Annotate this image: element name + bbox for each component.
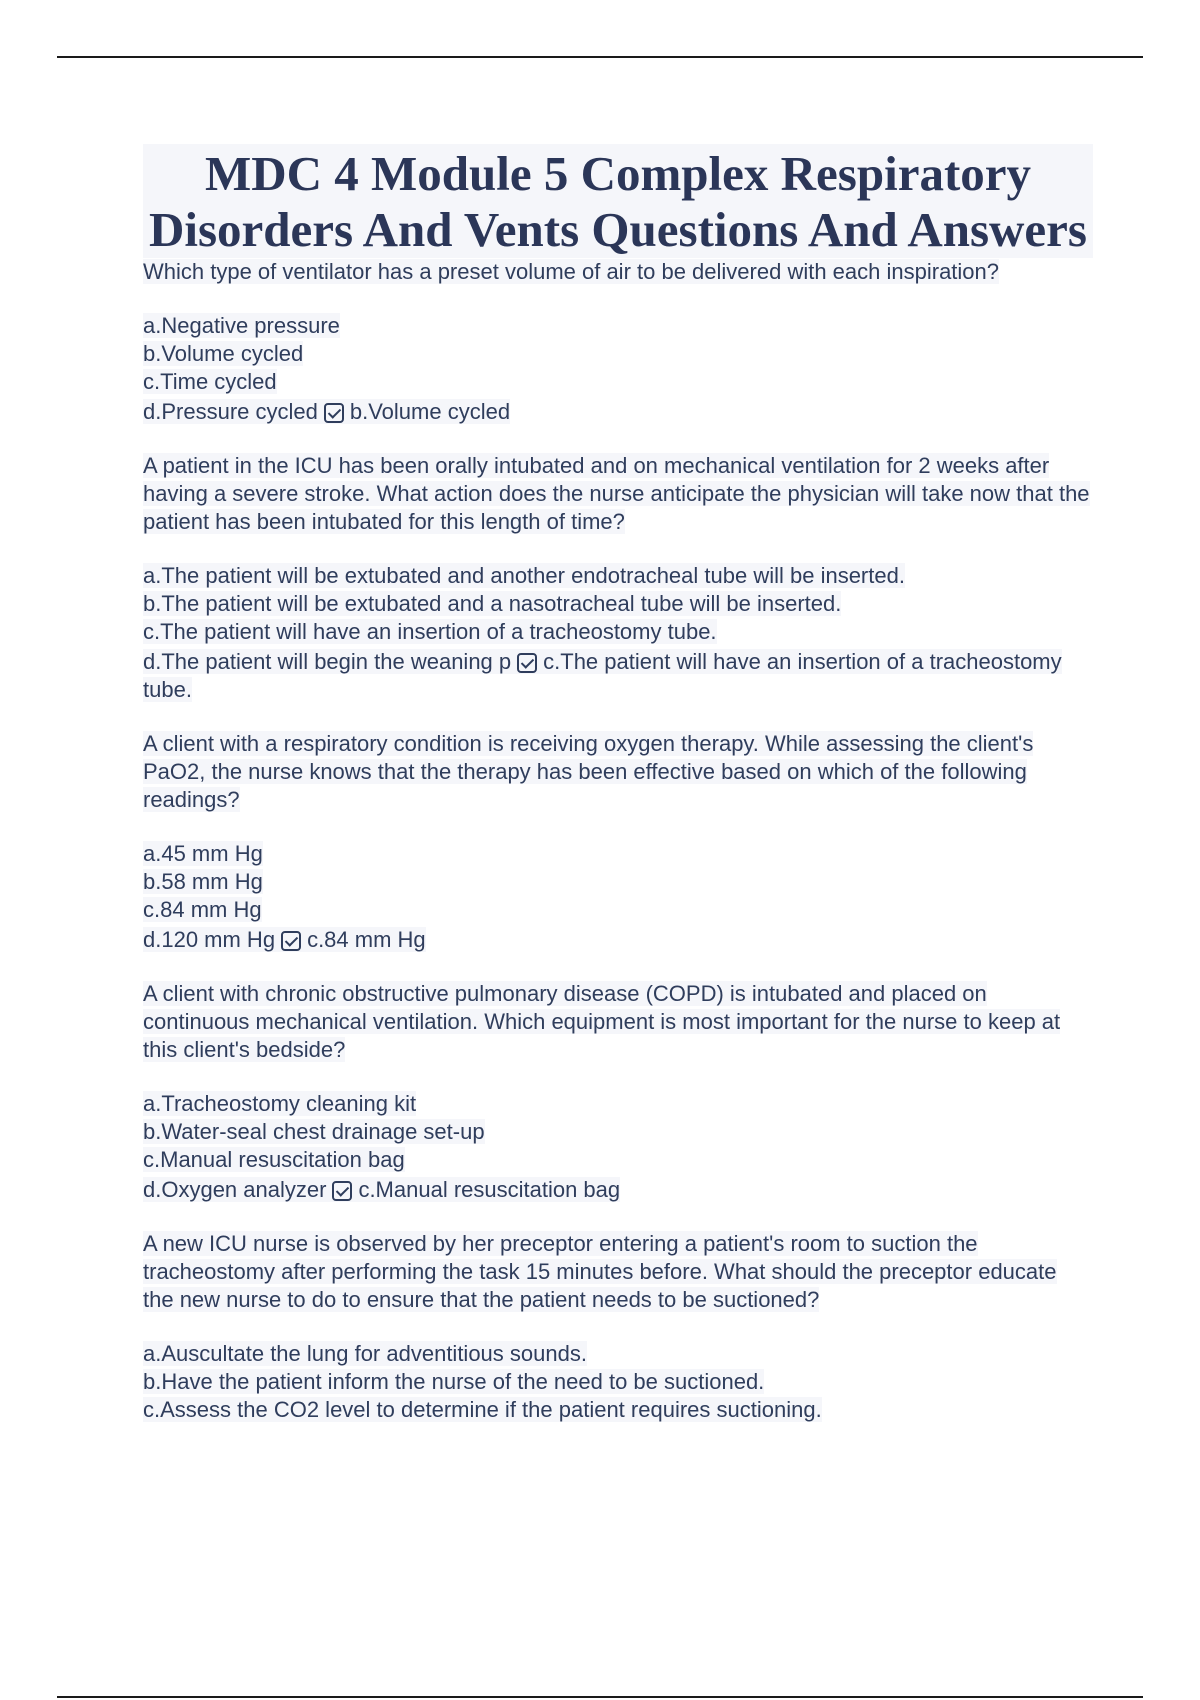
- question-block-4: [143, 980, 1093, 1204]
- answer-line: d.The patient will begin the weaning p c.The patient will have an insertion of a tracheostomy tube.: [143, 649, 1062, 702]
- top-rule: [57, 56, 1143, 58]
- options-list: [143, 312, 1093, 426]
- options-list: [143, 562, 1093, 704]
- option-item: b.58 mm Hg: [143, 869, 263, 894]
- option-item: c.Assess the CO2 level to determine if the patient requires suctioning.: [143, 1397, 822, 1422]
- options-list: [143, 1340, 1093, 1424]
- option-item: c.Time cycled: [143, 369, 277, 394]
- question-text: A client with a respiratory condition is receiving oxygen therapy. While assessing the client's PaO2, the nurse knows that the therapy has been effective based on which of the following readings?: [143, 731, 1034, 812]
- option-item: a.Negative pressure: [143, 313, 340, 338]
- checkbox-checked-icon: [332, 1181, 352, 1201]
- page-title: MDC 4 Module 5 Complex Respiratory Disorders And Vents Questions And Answers: [148, 146, 1088, 257]
- options-list: [143, 1090, 1093, 1204]
- document-content: [143, 144, 1093, 1424]
- answer-text: c.Manual resuscitation bag: [358, 1177, 621, 1202]
- question-block-2: [143, 452, 1093, 704]
- bottom-rule: [57, 1696, 1143, 1698]
- option-item: c.Manual resuscitation bag: [143, 1147, 405, 1172]
- answer-text: c.The patient will have an insertion of a tracheostomy tube.: [143, 649, 1062, 702]
- question-text: A new ICU nurse is observed by her preceptor entering a patient's room to suction the tracheostomy after performing the task 15 minutes before. What should the preceptor educate the new nurse to do to ensure that the patient needs to be suctioned?: [143, 1231, 1057, 1312]
- option-item: c.84 mm Hg: [143, 897, 262, 922]
- option-item: c.The patient will have an insertion of a tracheostomy tube.: [143, 619, 717, 644]
- option-item: a.45 mm Hg: [143, 841, 263, 866]
- option-item: a.Tracheostomy cleaning kit: [143, 1091, 417, 1116]
- title-box: [143, 144, 1093, 258]
- question-text: A patient in the ICU has been orally intubated and on mechanical ventilation for 2 weeks after having a severe stroke. What action does the nurse anticipate the physician will take now that the patient has been intubated for this length of time?: [143, 453, 1090, 534]
- answer-line: d.Pressure cycled b.Volume cycled: [143, 399, 511, 424]
- option-item: a.Auscultate the lung for adventitious sounds.: [143, 1341, 587, 1366]
- question-block-5: [143, 1230, 1093, 1424]
- options-list: [143, 840, 1093, 954]
- question-block-1: [143, 258, 1093, 426]
- option-item: b.Have the patient inform the nurse of the need to be suctioned.: [143, 1369, 765, 1394]
- answer-text: b.Volume cycled: [349, 399, 511, 424]
- question-text: A client with chronic obstructive pulmonary disease (COPD) is intubated and placed on continuous mechanical ventilation. Which equipment is most important for the nurse to keep at this client's bedside?: [143, 981, 1061, 1062]
- question-text: Which type of ventilator has a preset volume of air to be delivered with each inspiration?: [143, 259, 1000, 284]
- option-item: b.The patient will be extubated and a nasotracheal tube will be inserted.: [143, 591, 842, 616]
- checkbox-checked-icon: [281, 931, 301, 951]
- option-item: b.Volume cycled: [143, 341, 304, 366]
- answer-text: c.84 mm Hg: [307, 927, 426, 952]
- option-item: a.The patient will be extubated and another endotracheal tube will be inserted.: [143, 563, 905, 588]
- answer-line: d.120 mm Hg c.84 mm Hg: [143, 927, 426, 952]
- question-block-3: [143, 730, 1093, 954]
- answer-line: d.Oxygen analyzer c.Manual resuscitation bag: [143, 1177, 621, 1202]
- option-item: b.Water-seal chest drainage set-up: [143, 1119, 485, 1144]
- checkbox-checked-icon: [324, 403, 344, 423]
- checkbox-checked-icon: [517, 653, 537, 673]
